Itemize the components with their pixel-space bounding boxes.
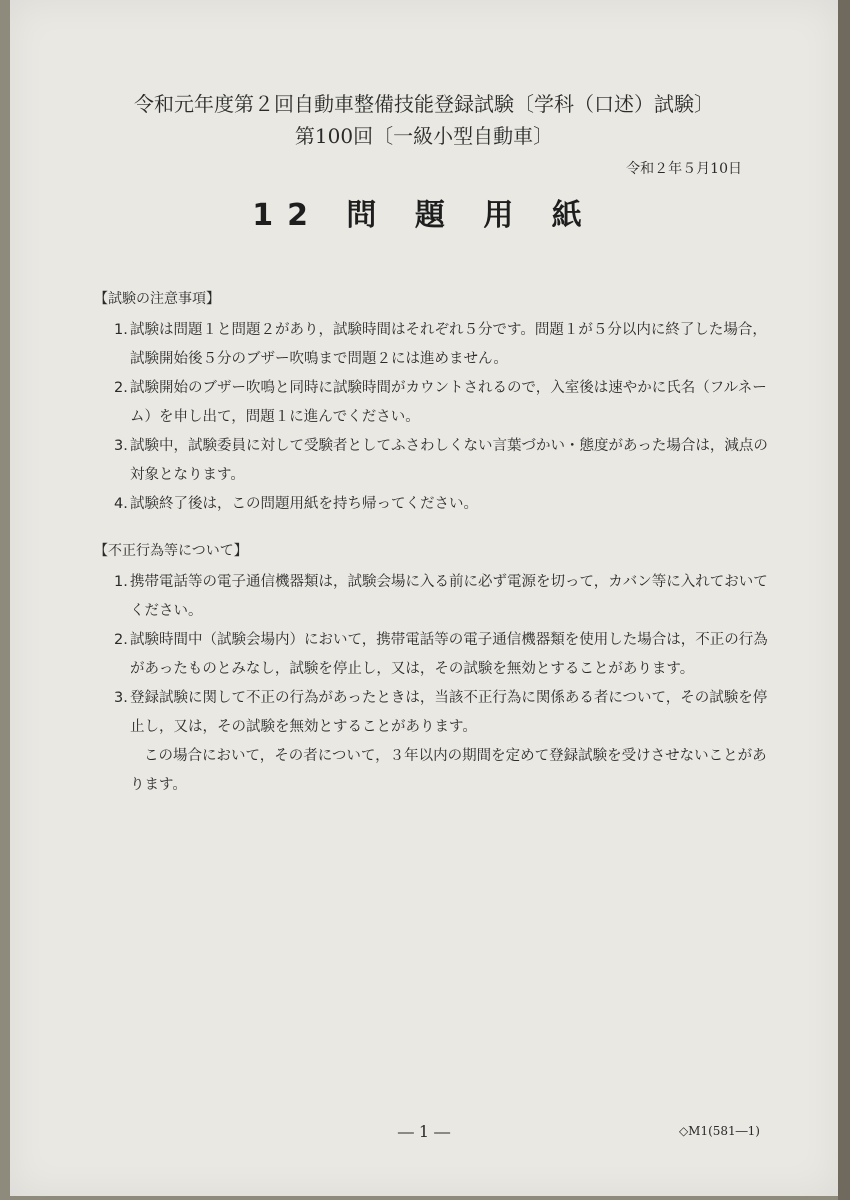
- section-heading: 【不正行為等について】: [94, 543, 248, 559]
- item-number: 3.: [114, 438, 128, 454]
- misconduct-item: [94, 568, 774, 626]
- item-text: 試験時間中（試験会場内）において，携帯電話等の電子通信機器類を使用した場合は，不正の行為があったものとみなし，試験を停止し，又は，その試験を無効とすることがあります。: [130, 632, 768, 677]
- document-code: ◇M1(581―1): [678, 1124, 760, 1138]
- page-number: ― 1 ―: [397, 1122, 451, 1141]
- misconduct-paragraph: この場合において，その者について，３年以内の期間を定めて登録試験を受けさせないことがあります。: [130, 748, 767, 793]
- item-text: 携帯電話等の電子通信機器類は，試験会場に入る前に必ず電源を切って，カバン等に入れておいてください。: [130, 574, 768, 619]
- item-number: 1.: [114, 322, 128, 338]
- exam-title-line2: 第100回〔一級小型自動車〕: [294, 124, 554, 148]
- misconduct-item: [94, 626, 774, 684]
- note-item: [94, 374, 774, 432]
- misconduct-section: [94, 540, 774, 800]
- item-number: 1.: [114, 574, 128, 590]
- exam-sheet: [10, 0, 838, 1196]
- misconduct-item: [94, 684, 774, 742]
- note-item: [94, 432, 774, 490]
- section-heading: 【試験の注意事項】: [94, 291, 220, 307]
- item-number: 2.: [114, 380, 128, 396]
- item-text: 試験は問題１と問題２があり，試験時間はそれぞれ５分です。問題１が５分以内に終了した場合，試験開始後５分のブザー吹鳴まで問題２には進めません。: [130, 322, 767, 367]
- exam-title-line1: 令和元年度第２回自動車整備技能登録試験〔学科（口述）試験〕: [134, 92, 714, 116]
- exam-date: 令和２年５月10日: [626, 161, 742, 177]
- item-text: 登録試験に関して不正の行為があったときは，当該不正行為に関係ある者について，その試験を停止し，又は，その試験を無効とすることがあります。: [130, 690, 768, 735]
- note-item: [94, 316, 774, 374]
- item-number: 4.: [114, 496, 128, 512]
- item-text: 試験中，試験委員に対して受験者としてふさわしくない言葉づかい・態度があった場合は，減点の対象となります。: [130, 438, 768, 483]
- item-number: 2.: [114, 632, 128, 648]
- item-text: 試験終了後は，この問題用紙を持ち帰ってください。: [130, 496, 478, 512]
- exam-notes-section: [94, 288, 774, 519]
- background-edge: [838, 0, 850, 1200]
- item-number: 3.: [114, 690, 128, 706]
- paper-title: 12 問 題 用 紙: [252, 198, 596, 233]
- note-item: [94, 490, 774, 519]
- item-text: 試験開始のブザー吹鳴と同時に試験時間がカウントされるので，入室後は速やかに氏名（フルネーム）を申し出て，問題１に進んでください。: [130, 380, 767, 425]
